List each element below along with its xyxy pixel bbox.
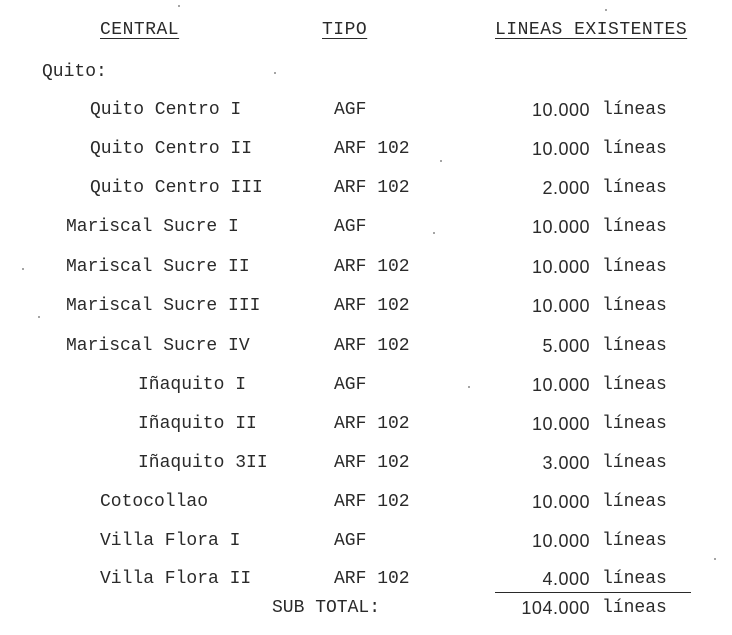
central-name: Cotocollao [100,492,209,512]
line-count: 4.000 [542,569,590,589]
central-type: AGF [334,217,367,237]
header-lineas-existentes: LINEAS EXISTENTES [495,20,688,40]
central-type: ARF 102 [334,178,410,198]
line-unit: líneas [602,375,667,395]
central-name: Mariscal Sucre IV [66,336,250,356]
line-unit: líneas [602,336,667,356]
line-unit: líneas [602,139,667,159]
table-row [0,217,732,247]
speck [38,316,40,318]
central-name: Mariscal Sucre III [66,296,261,316]
line-unit: líneas [602,453,667,473]
speck [274,72,276,74]
table-row [0,414,732,444]
line-unit: líneas [602,100,667,120]
speck [714,558,716,560]
table-row [0,257,732,287]
speck [468,386,470,388]
line-count: 10.000 [531,375,590,395]
central-type: ARF 102 [334,139,410,159]
central-type: ARF 102 [334,569,410,589]
subtotal-rule [495,592,691,593]
table-row [0,375,732,405]
central-name: Quito Centro II [90,139,253,159]
line-count: 10.000 [531,217,590,237]
table-row [0,492,732,522]
line-unit: líneas [602,257,667,277]
central-name: Mariscal Sucre II [66,257,250,277]
line-unit: líneas [602,569,667,589]
subtotal-unit: líneas [602,598,667,618]
speck [605,9,607,11]
table-row [0,453,732,483]
line-count: 10.000 [531,296,590,316]
central-type: ARF 102 [334,414,410,434]
line-count: 10.000 [531,139,590,159]
speck [440,160,442,162]
line-count: 10.000 [531,257,590,277]
central-type: ARF 102 [334,492,410,512]
speck [433,232,435,234]
subtotal-count: 104.000 [521,598,590,618]
city-label: Quito: [42,62,107,82]
central-type: AGF [334,375,367,395]
table-row [0,569,732,599]
line-unit: líneas [602,414,667,434]
line-unit: líneas [602,531,667,551]
central-type: ARF 102 [334,257,410,277]
central-type: ARF 102 [334,296,410,316]
central-name: Mariscal Sucre I [66,217,239,237]
central-name: Villa Flora II [100,569,252,589]
line-count: 10.000 [531,531,590,551]
line-count: 10.000 [531,492,590,512]
table-row [0,531,732,561]
table-row [0,100,732,130]
subtotal-label: SUB TOTAL: [272,598,381,618]
central-type: AGF [334,100,367,120]
speck [178,5,180,7]
header-tipo: TIPO [322,20,368,40]
central-type: AGF [334,531,367,551]
central-name: Iñaquito I [138,375,247,395]
central-type: ARF 102 [334,453,410,473]
table-row [0,178,732,208]
table-row [0,296,732,326]
line-unit: líneas [602,492,667,512]
line-count: 3.000 [542,453,590,473]
table-row [0,139,732,169]
central-name: Iñaquito 3II [138,453,268,473]
central-type: ARF 102 [334,336,410,356]
speck [22,268,24,270]
central-name: Quito Centro I [90,100,242,120]
line-count: 10.000 [531,414,590,434]
line-count: 2.000 [542,178,590,198]
line-count: 5.000 [542,336,590,356]
central-name: Iñaquito II [138,414,257,434]
central-name: Villa Flora I [100,531,241,551]
line-unit: líneas [602,178,667,198]
header-central: CENTRAL [100,20,180,40]
central-name: Quito Centro III [90,178,263,198]
line-unit: líneas [602,296,667,316]
table-row [0,336,732,366]
line-count: 10.000 [531,100,590,120]
line-unit: líneas [602,217,667,237]
